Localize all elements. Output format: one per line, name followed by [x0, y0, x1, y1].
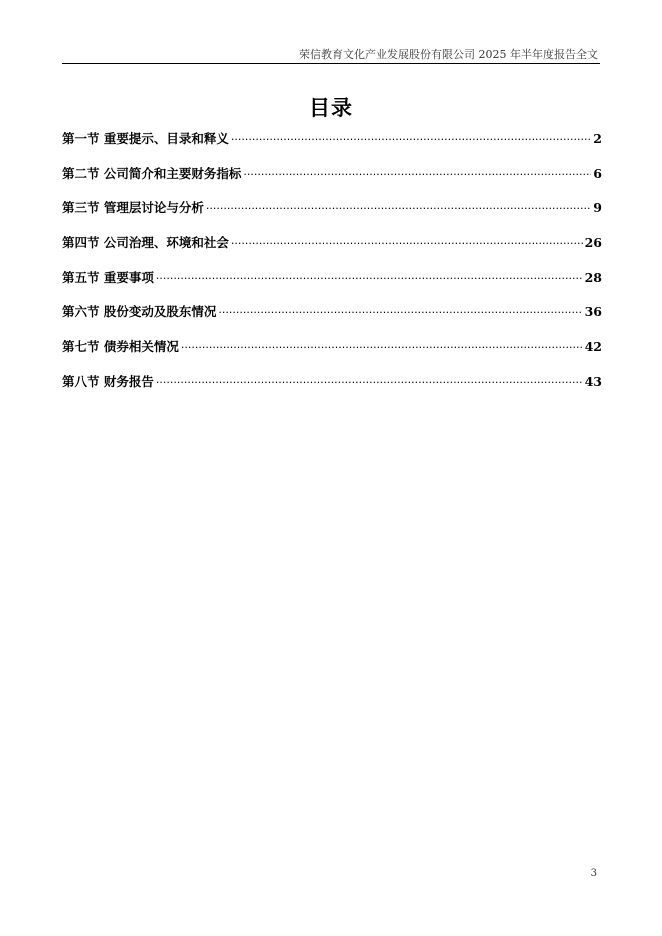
toc-entry-page: 36 [584, 304, 602, 320]
toc-leader-dots [243, 165, 591, 178]
toc-entry-page: 9 [593, 200, 602, 216]
toc-entry-section-2[interactable] [62, 164, 602, 199]
toc-leader-dots [181, 339, 583, 352]
toc-entry-label: 第三节 管理层讨论与分析 [62, 200, 204, 216]
toc-leader-dots [218, 304, 582, 317]
toc-entry-label: 第八节 财务报告 [62, 373, 154, 389]
toc-title: 目录 [309, 96, 353, 120]
toc-entry-label: 第二节 公司简介和主要财务指标 [62, 165, 242, 181]
toc-entry-page: 2 [593, 131, 602, 146]
toc-entry-section-3[interactable] [62, 198, 602, 233]
page-header: 荣信教育文化产业发展股份有限公司 2025 年半年度报告全文 [299, 48, 598, 61]
toc-entry-page: 26 [584, 235, 602, 251]
table-of-contents [62, 129, 602, 407]
toc-entry-section-8[interactable] [62, 372, 602, 407]
toc-entry-label: 第五节 重要事项 [62, 269, 154, 285]
toc-leader-dots [231, 131, 591, 144]
toc-entry-section-1[interactable] [62, 129, 602, 164]
toc-entry-page: 28 [584, 269, 602, 285]
toc-leader-dots [156, 269, 583, 282]
toc-entry-label: 第四节 公司治理、环境和社会 [62, 235, 229, 251]
toc-entry-page: 42 [584, 339, 602, 355]
toc-entry-section-6[interactable] [62, 302, 602, 337]
toc-leader-dots [231, 235, 583, 248]
toc-entry-section-4[interactable] [62, 233, 602, 268]
toc-entry-page: 6 [593, 165, 602, 181]
header-divider [62, 63, 600, 64]
toc-leader-dots [206, 200, 591, 213]
toc-entry-label: 第六节 股份变动及股东情况 [62, 304, 217, 320]
toc-entry-label: 第七节 债券相关情况 [62, 339, 179, 355]
toc-leader-dots [156, 373, 583, 386]
toc-entry-section-7[interactable] [62, 337, 602, 372]
toc-entry-page: 43 [584, 373, 602, 389]
page-number: 3 [590, 868, 597, 879]
toc-entry-label: 第一节 重要提示、目录和释义 [62, 131, 229, 146]
toc-entry-section-5[interactable] [62, 268, 602, 303]
